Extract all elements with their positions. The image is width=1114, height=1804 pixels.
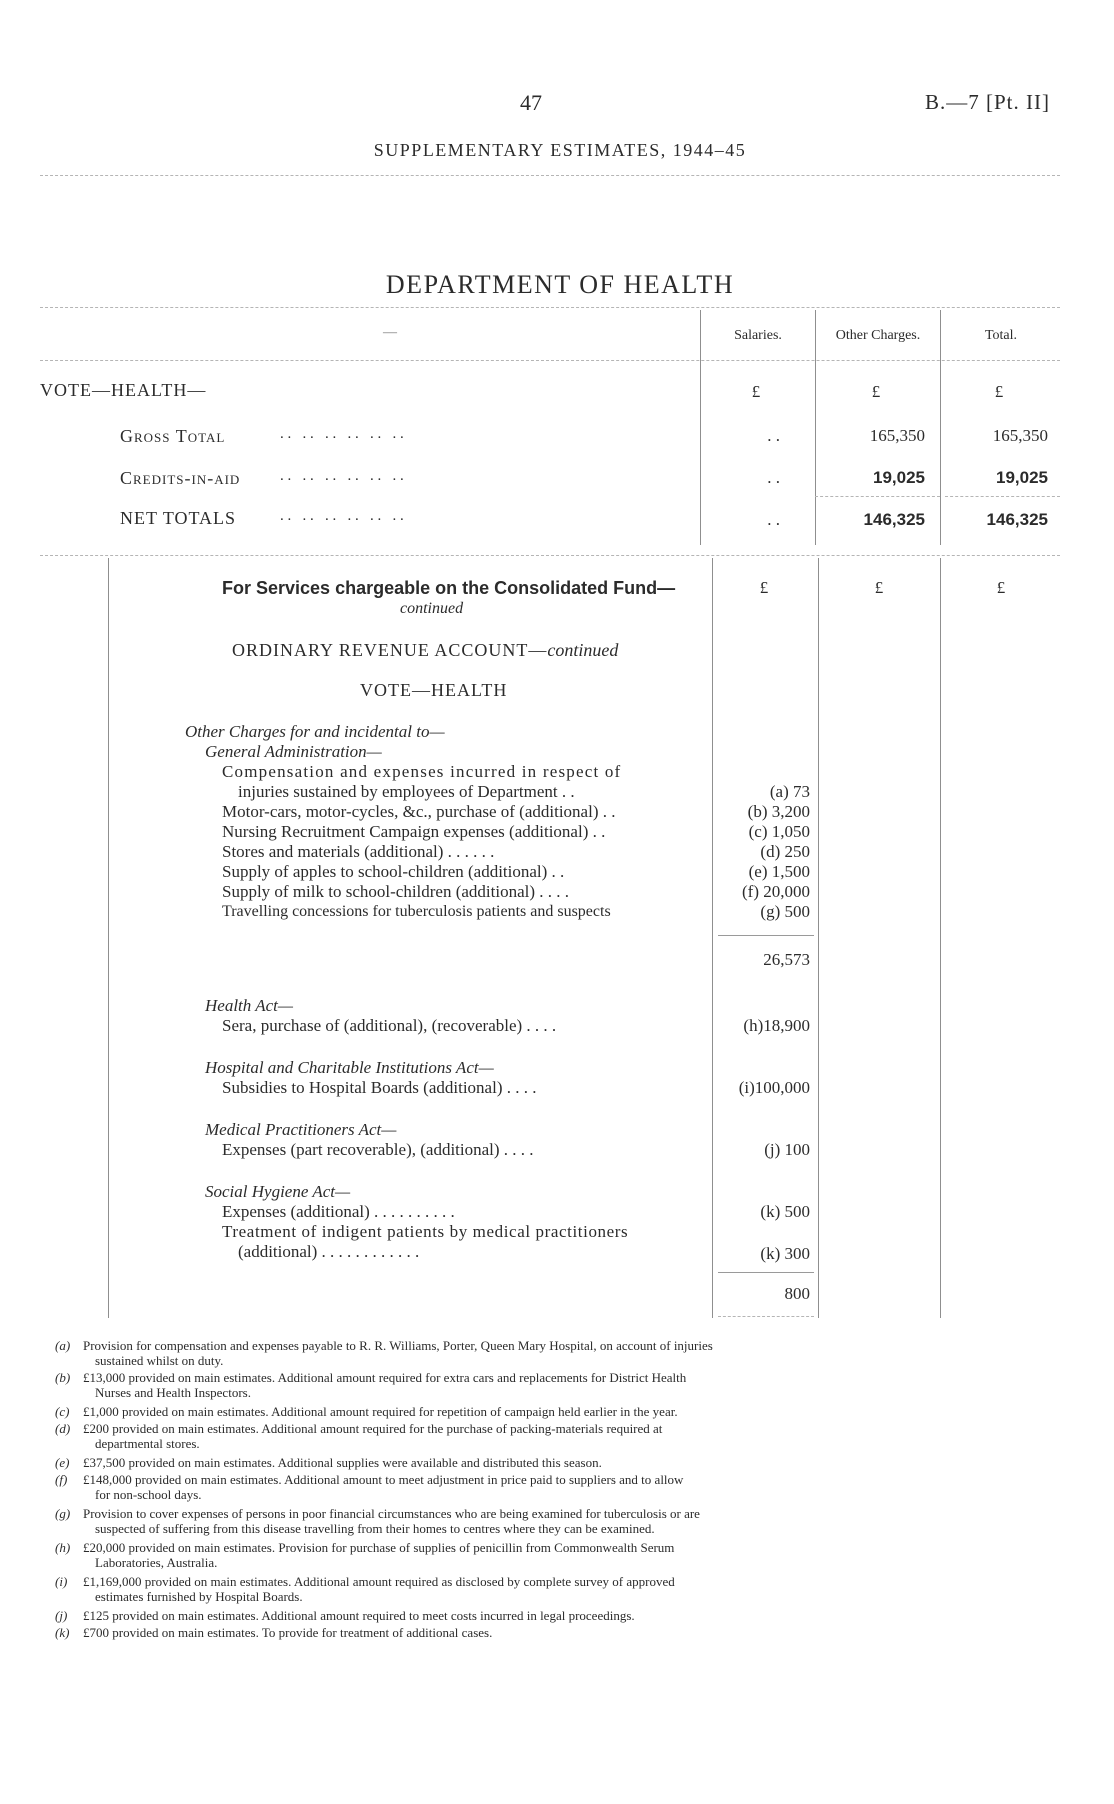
column-header-blank: — (383, 325, 397, 340)
item-amount: (c) 1,050 (748, 822, 810, 841)
gross-total-label: Gross Total (120, 426, 226, 446)
item-text: Supply of apples to school-children (additional) . . (222, 862, 565, 881)
item-text: (additional) . . . . . . . . . . . . (238, 1242, 420, 1261)
footnote (55, 1540, 674, 1555)
footnote-cont: departmental stores. (95, 1436, 200, 1451)
detail-currency-3: £ (996, 578, 1006, 597)
footnote (55, 1421, 662, 1436)
gross-salaries: . . (767, 426, 780, 445)
footnote-cont: suspected of suffering from this disease travelling from their homes to centres where they can be examined. (95, 1521, 655, 1536)
column-header-salaries: Salaries. (734, 328, 782, 343)
footnote-text: £125 provided on main estimates. Additional amount required to meet costs incurred in legal proceedings. (83, 1608, 635, 1623)
department-title: DEPARTMENT OF HEALTH (385, 270, 735, 299)
column-header-other-charges: Other Charges. (835, 328, 921, 343)
footnote (55, 1472, 683, 1487)
item-text: Motor-cars, motor-cycles, &c., purchase of (additional) . . (222, 802, 616, 821)
heading-continued: continued (400, 600, 464, 617)
footnote-cont: for non-school days. (95, 1487, 202, 1502)
item-text: Subsidies to Hospital Boards (additional) . . . . (222, 1078, 537, 1097)
net-other: 146,325 (863, 510, 925, 529)
page-number: 47 (520, 90, 542, 115)
item-text: Expenses (additional) . . . . . . . . . . (222, 1202, 455, 1221)
net-salaries: . . (767, 510, 780, 529)
item-amount: (k) 300 (760, 1244, 810, 1263)
page-title: SUPPLEMENTARY ESTIMATES, 1944–45 (373, 140, 747, 160)
item-amount: (a) 73 (769, 782, 810, 801)
currency-total: £ (994, 382, 1004, 401)
footnote-key: (e) (55, 1455, 70, 1470)
footnote-cont: Nurses and Health Inspectors. (95, 1385, 251, 1400)
vote-label: VOTE—HEALTH— (40, 380, 207, 400)
footnote-cont: estimates furnished by Hospital Boards. (95, 1589, 303, 1604)
item-text: Expenses (part recoverable), (additional) . . . . (222, 1140, 534, 1159)
footnote-key: (d) (55, 1421, 71, 1436)
account-continued: continued (547, 640, 619, 660)
section-title: Hospital and Charitable Institutions Act— (205, 1058, 494, 1077)
item-text: Supply of milk to school-children (additional) . . . . (222, 882, 570, 901)
section-title: Health Act— (205, 996, 293, 1015)
item-amount: (d) 250 (760, 842, 810, 861)
footnote-text: £37,500 provided on main estimates. Additional supplies were available and distributed this season. (83, 1455, 602, 1470)
footnote-text: £1,000 provided on main estimates. Additional amount required for repetition of campaign held earlier in the year. (83, 1404, 678, 1419)
net-totals-label: NET TOTALS (120, 508, 237, 528)
footnote-text: £1,169,000 provided on main estimates. Additional amount required as disclosed by complete survey of approved (83, 1574, 675, 1589)
footnote-text: £13,000 provided on main estimates. Additional amount required for extra cars and replacements for District Health (83, 1370, 687, 1385)
footnote-key: (a) (55, 1338, 71, 1353)
footnote (55, 1506, 700, 1521)
footnote-key: (g) (55, 1506, 71, 1521)
item-text: Stores and materials (additional) . . . . . . (222, 842, 495, 861)
item-amount: (g) 500 (760, 902, 810, 921)
detail-currency-2: £ (874, 578, 884, 597)
detail-currency-1: £ (759, 578, 769, 597)
footnote-text: £700 provided on main estimates. To provide for treatment of additional cases. (83, 1625, 493, 1640)
section-subtotal: 26,573 (763, 950, 810, 969)
credits-total: 19,025 (996, 468, 1048, 487)
item-amount: (h)18,900 (743, 1016, 810, 1035)
footnote-cont: sustained whilst on duty. (95, 1353, 224, 1368)
item-amount: (b) 3,200 (747, 802, 810, 821)
item-text: Treatment of indigent patients by medical practitioners (222, 1222, 629, 1241)
consolidated-fund-heading: For Services chargeable on the Consolidated Fund— (222, 578, 676, 598)
section-subtotal: 800 (784, 1284, 810, 1303)
section-title: Medical Practitioners Act— (205, 1120, 397, 1139)
vote-heading: VOTE—HEALTH (360, 680, 508, 700)
section-title: General Administration— (205, 742, 382, 761)
footnote-key: (i) (55, 1574, 68, 1589)
footnote-key: (c) (55, 1404, 70, 1419)
footnote (55, 1608, 635, 1623)
item-amount: (e) 1,500 (748, 862, 810, 881)
leaders: . . . . . . . . . . . . (280, 426, 404, 442)
footnote-text: Provision for compensation and expenses payable to R. R. Williams, Porter, Queen Mary Hospital, on account of injuries (83, 1338, 713, 1353)
item-amount: (f) 20,000 (742, 882, 810, 901)
currency-salaries: £ (751, 382, 761, 401)
footnote-key: (f) (55, 1472, 68, 1487)
item-text: Sera, purchase of (additional), (recoverable) . . . . (222, 1016, 557, 1035)
footnote (55, 1455, 602, 1470)
column-header-total: Total. (984, 328, 1018, 343)
currency-other: £ (871, 382, 881, 401)
footnote-key: (h) (55, 1540, 71, 1555)
item-text: Travelling concessions for tuberculosis patients and suspects (222, 903, 611, 920)
credits-salaries: . . (767, 468, 780, 487)
item-text: Compensation and expenses incurred in respect of (222, 762, 622, 781)
leaders: . . . . . . . . . . . . (280, 468, 404, 484)
item-text: Nursing Recruitment Campaign expenses (additional) . . (222, 822, 606, 841)
footnote-key: (j) (55, 1608, 68, 1623)
item-text: injuries sustained by employees of Department . . (238, 782, 575, 801)
section-title: Social Hygiene Act— (205, 1182, 351, 1201)
footnote-text: £200 provided on main estimates. Additional amount required for the purchase of packing-materials required at (83, 1421, 663, 1436)
item-amount: (i)100,000 (738, 1078, 810, 1097)
footnote-text: Provision to cover expenses of persons in poor financial circumstances who are being examined for tuberculosis or are (83, 1506, 700, 1521)
credits-other: 19,025 (873, 468, 925, 487)
footnote-cont: Laboratories, Australia. (95, 1555, 218, 1570)
leaders: . . . . . . . . . . . . (280, 508, 404, 524)
footnote-text: £148,000 provided on main estimates. Additional amount to meet adjustment in price paid to suppliers and to allow (83, 1472, 684, 1487)
credits-in-aid-label: Credits-in-aid (120, 468, 241, 488)
other-charges-heading: Other Charges for and incidental to— (185, 722, 445, 741)
account-name: ORDINARY REVENUE ACCOUNT— (232, 640, 548, 660)
gross-other: 165,350 (869, 426, 925, 445)
account-heading (232, 640, 618, 661)
footnote-key: (b) (55, 1370, 71, 1385)
footnote (55, 1574, 675, 1589)
item-amount: (k) 500 (760, 1202, 810, 1221)
footnote (55, 1625, 492, 1640)
footnote-text: £20,000 provided on main estimates. Provision for purchase of supplies of penicillin from Commonwealth Serum (83, 1540, 675, 1555)
footnote (55, 1338, 713, 1353)
footnote (55, 1404, 678, 1419)
item-amount: (j) 100 (764, 1140, 810, 1159)
footnote (55, 1370, 686, 1385)
footnote-key: (k) (55, 1625, 70, 1640)
document-reference: B.—7 [Pt. II] (925, 90, 1050, 114)
gross-total: 165,350 (992, 426, 1048, 445)
net-total: 146,325 (986, 510, 1048, 529)
